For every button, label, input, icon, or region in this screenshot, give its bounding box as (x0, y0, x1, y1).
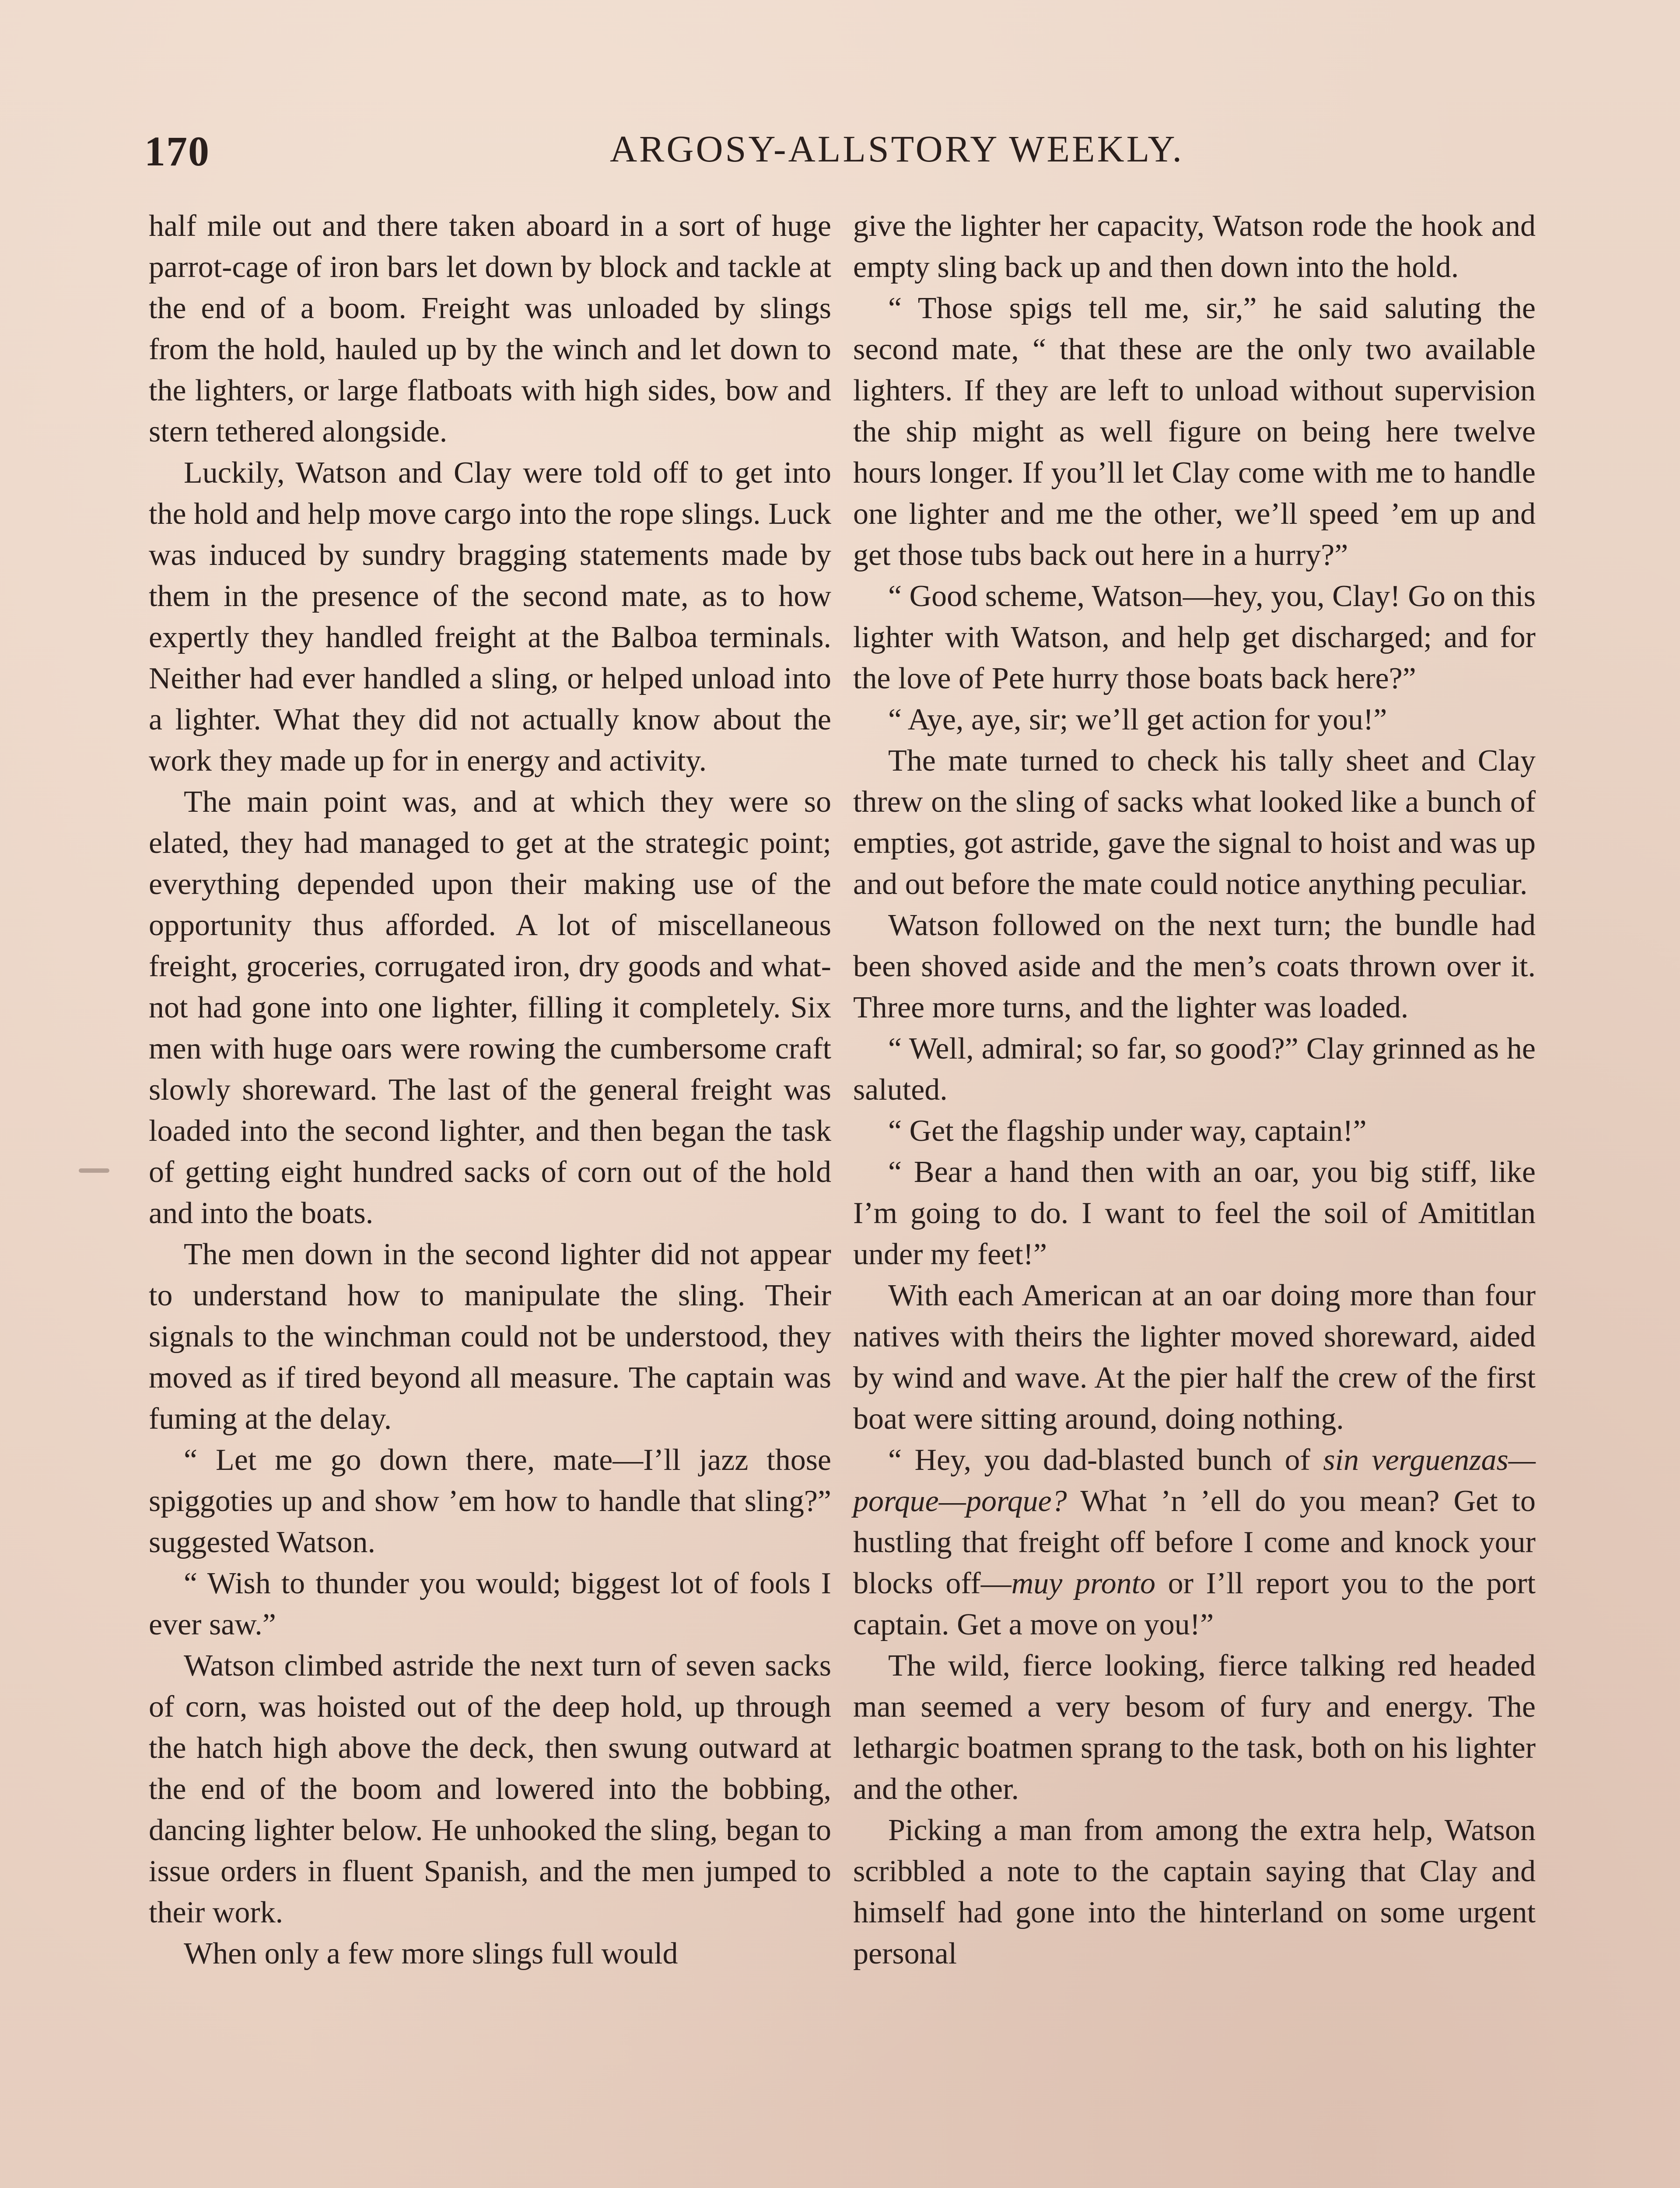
paragraph: “ Those spigs tell me, sir,” he said saluting the second mate, “ that these are the only two available lighters. If they are left to unload without supervision the ship might as well figure on being here twelve hours longer. If you’ll let Clay come with me to handle one lighter and me the other, we’ll speed ’em up and get those tubs back out here in a hurry?” (853, 291, 1536, 572)
running-head: ARGOSY-ALLSTORY WEEKLY. (609, 128, 1184, 170)
paragraph: “ Let me go down there, mate—I’ll jazz those spiggoties up and show ’em how to handle that sling?” suggested Watson. (149, 1443, 831, 1559)
paragraph: Watson followed on the next turn; the bundle had been shoved aside and the men’s coats thrown over it. Three more turns, and the lighter was loaded. (853, 908, 1536, 1024)
page-number: 170 (144, 128, 210, 175)
paragraph: half mile out and there taken aboard in a sort of huge parrot-cage of iron bars let down by block and tackle at the end of a boom. Freight was unloaded by slings from the hold, hauled up by the winch and let down to the lighters, or large flatboats with high sides, bow and stern tethered alongside. (149, 209, 831, 449)
page-header (144, 127, 1544, 184)
paragraph: “ Good scheme, Watson—hey, you, Clay! Go on this lighter with Watson, and help get discharged; and for the love of Pete hurry those boats back here?” (853, 579, 1536, 695)
paragraph (853, 1440, 1536, 1645)
paragraph-text: or I’ll report you to the port captain. Get a move on you!” (853, 1567, 1536, 1641)
paragraph: Luckily, Watson and Clay were told off to get into the hold and help move cargo into the rope slings. Luck was induced by sundry bragging statements made by them in the presence of the second mate, as to how expertly they handled freight at the Balboa terminals. Neither had ever handled a sling, or helped unload into a lighter. What they did not actually know about the work they made up for in energy and activity. (149, 456, 831, 778)
paragraph: The main point was, and at which they were so elated, they had managed to get at the strategic point; everything depended upon their making use of the opportunity thus afforded. A lot of miscellaneous freight, groceries, corrugated iron, dry goods and what-not had gone into one lighter, filling it completely. Six men with huge oars were rowing the cumbersome craft slowly shoreward. The last of the general freight was loaded into the second lighter, and then began the task of getting eight hundred sacks of corn out of the hold and into the boats. (149, 785, 831, 1230)
paragraph-text: What ’n ’ell do you mean? Get to hustling that freight off before I come and knock your blocks off— (853, 1484, 1536, 1600)
paragraph: “ Get the flagship under way, captain!” (888, 1114, 1367, 1148)
italic-spanish-phrase: sin verguenzas—porque—porque? (853, 1443, 1536, 1518)
paragraph: “ Aye, aye, sir; we’ll get action for you!” (888, 703, 1387, 736)
right-column (853, 206, 1536, 1974)
paragraph: “ Well, admiral; so far, so good?” Clay grinned as he saluted. (853, 1032, 1536, 1107)
paragraph: The men down in the second lighter did not appear to understand how to manipulate the sling. Their signals to the winchman could not be understood, they moved as if tired beyond all measure. The captain was fuming at the delay. (149, 1238, 831, 1436)
paper-blemish (79, 1168, 109, 1173)
paragraph: The mate turned to check his tally sheet and Clay threw on the sling of sacks what looked like a bunch of empties, got astride, gave the signal to hoist and was up and out before the mate could notice anything peculiar. (853, 744, 1536, 901)
paragraph: give the lighter her capacity, Watson rode the hook and empty sling back up and then down into the hold. (853, 209, 1536, 284)
paragraph: With each American at an oar doing more than four natives with theirs the lighter moved shoreward, aided by wind and wave. At the pier half the crew of the first boat were sitting around, doing nothing. (853, 1279, 1536, 1436)
paragraph: “ Bear a hand then with an oar, you big stiff, like I’m going to do. I want to feel the soil of Amititlan under my feet!” (853, 1155, 1536, 1271)
left-column (149, 206, 831, 1974)
paragraph-text: “ Hey, you dad-blasted bunch of (888, 1443, 1323, 1477)
paragraph: Picking a man from among the extra help, Watson scribbled a note to the captain saying that Clay and himself had gone into the hinterland on some urgent personal (853, 1813, 1536, 1971)
paragraph: When only a few more slings full would (184, 1937, 678, 1971)
paragraph: Watson climbed astride the next turn of seven sacks of corn, was hoisted out of the deep hold, up through the hatch high above the deck, then swung outward at the end of the boom and lowered into the bobbing, dancing lighter below. He unhooked the sling, began to issue orders in fluent Spanish, and the men jumped to their work. (149, 1649, 831, 1929)
paragraph: “ Wish to thunder you would; biggest lot of fools I ever saw.” (149, 1567, 831, 1641)
italic-spanish-phrase: muy pronto (1011, 1567, 1156, 1600)
paragraph: The wild, fierce looking, fierce talking red headed man seemed a very besom of fury and energy. The lethargic boatmen sprang to the task, both on his lighter and the other. (853, 1649, 1536, 1806)
